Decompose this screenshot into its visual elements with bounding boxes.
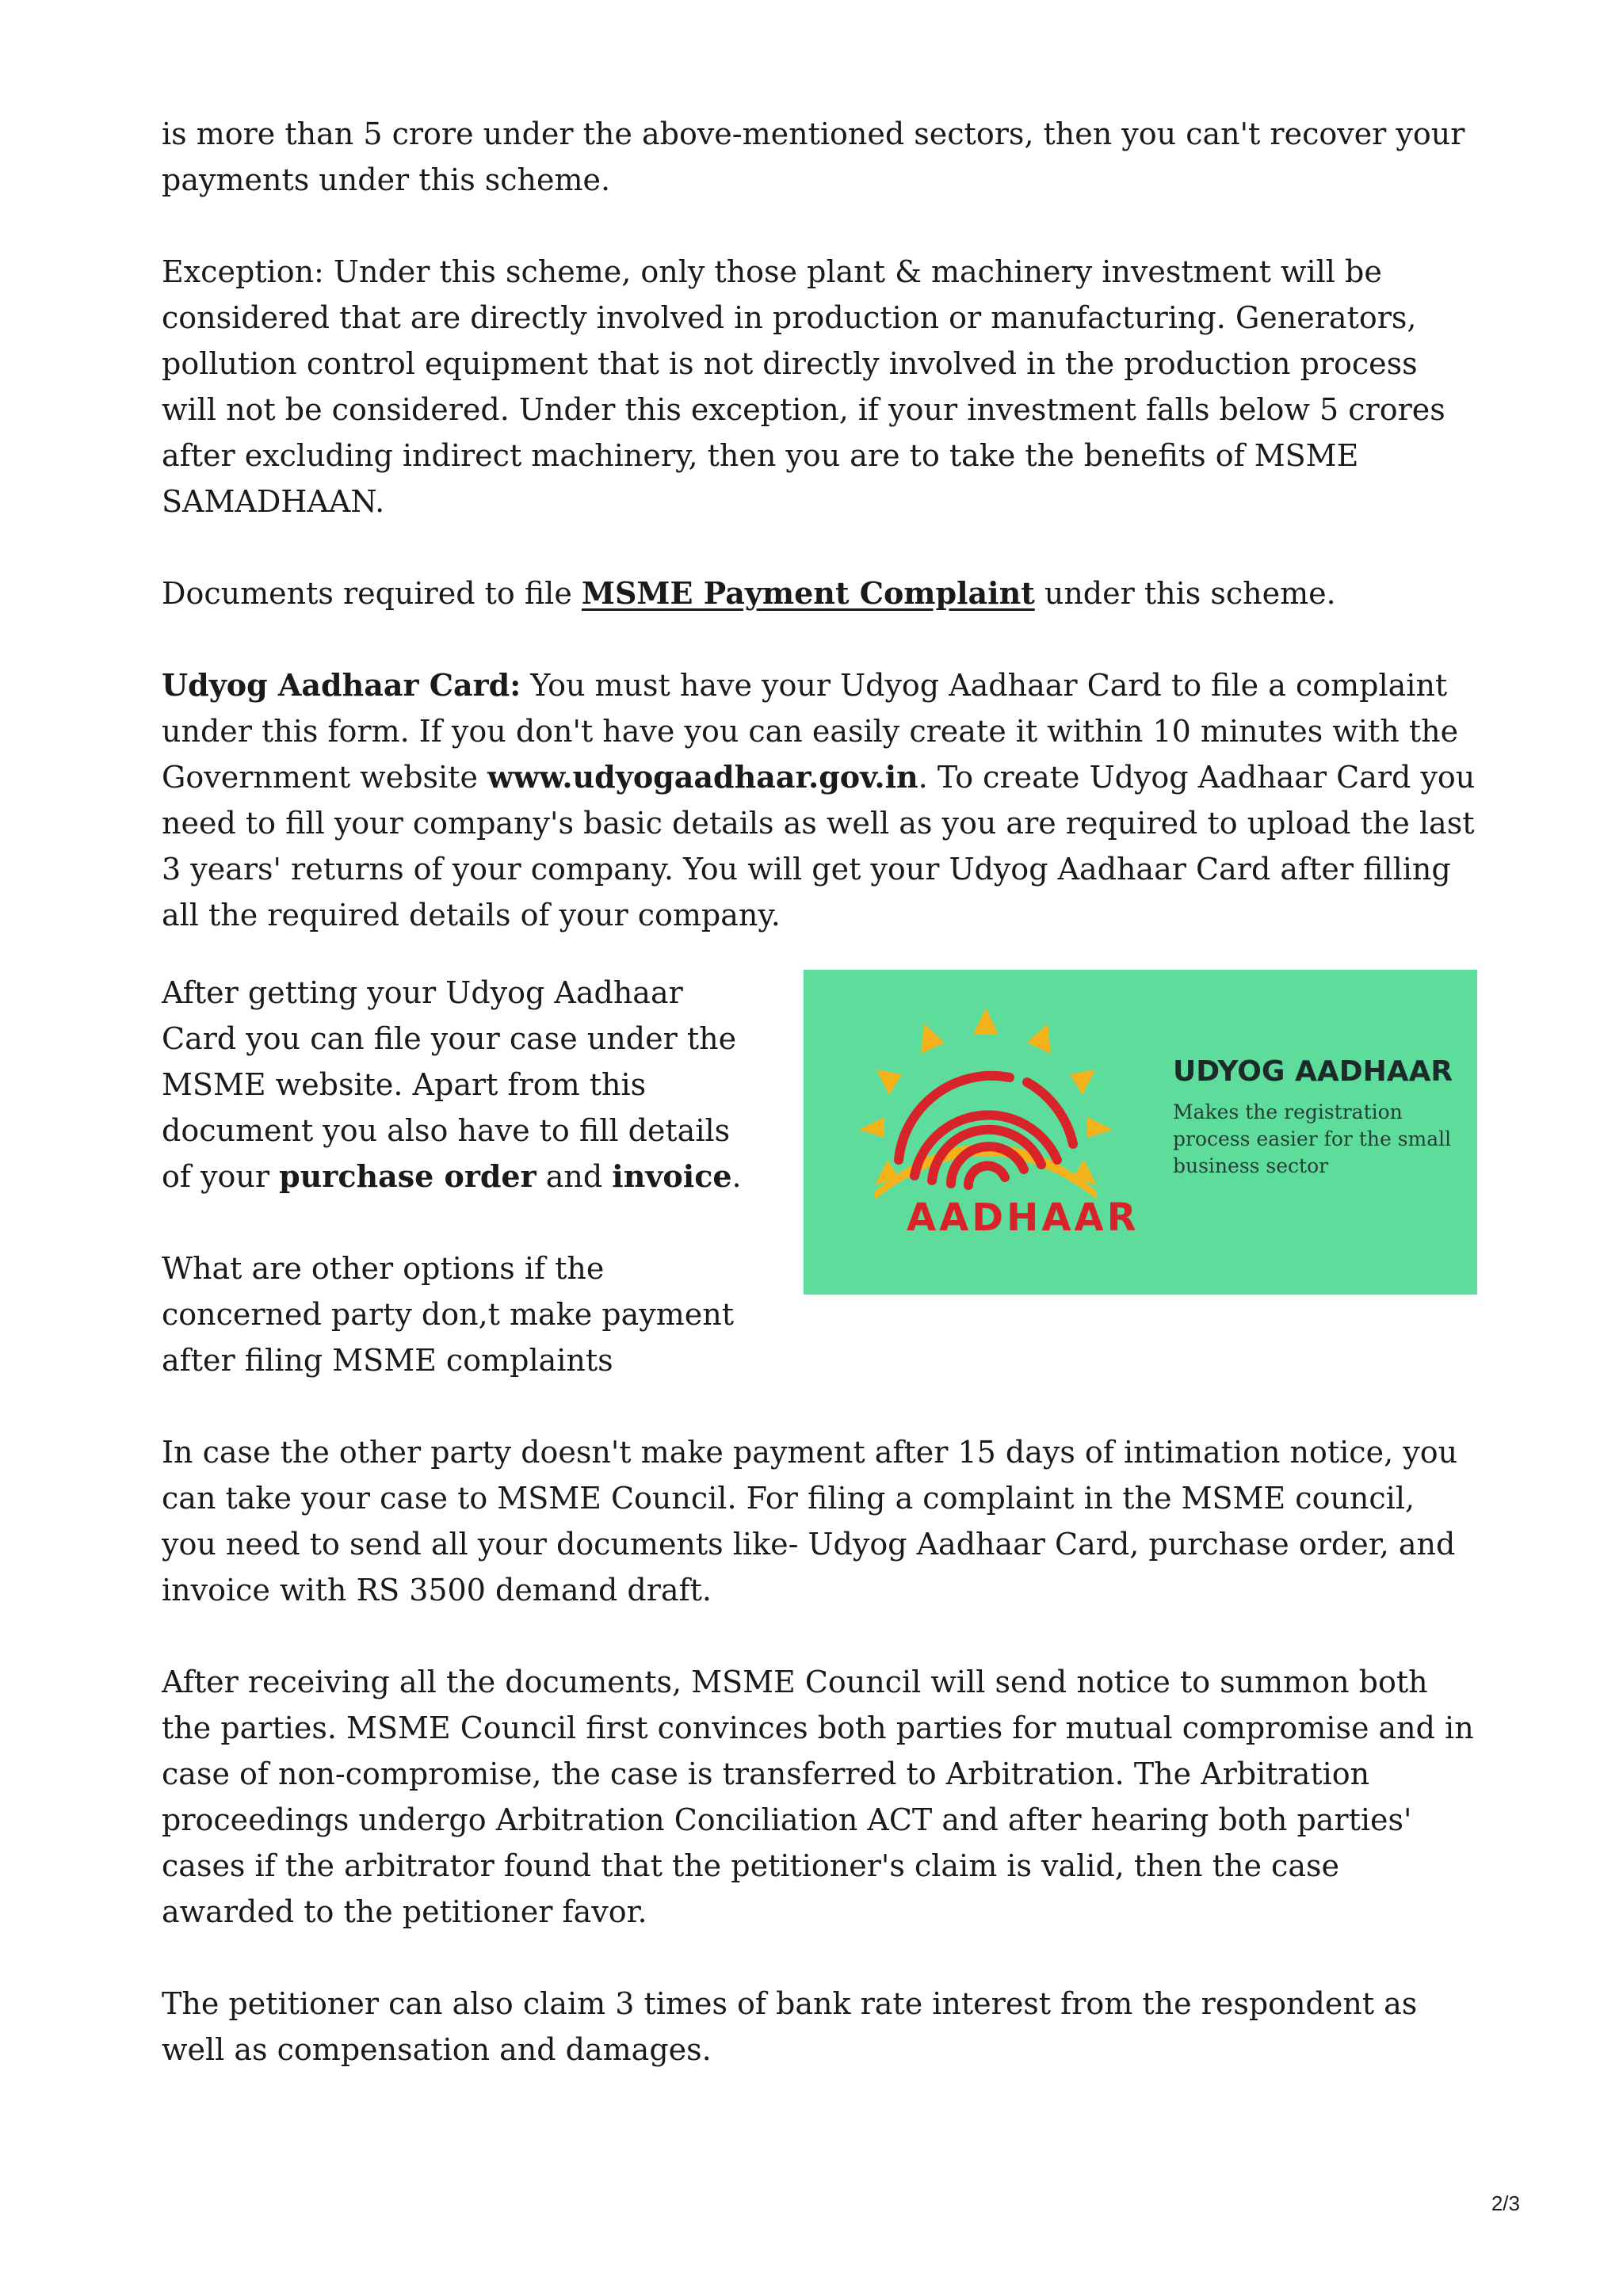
text-column (162, 970, 748, 1383)
after-card-text-2: and (536, 1159, 613, 1194)
text-image-section (162, 970, 1477, 1383)
paragraph-other-options: What are other options if the concerned party don,t make payment after filing MSME complaints (162, 1251, 734, 1378)
paragraph-interest-claim: The petitioner can also claim 3 times of bank rate interest from the respondent as well as compensation and damages. (162, 1986, 1418, 2067)
udyog-aadhaar-heading: Udyog Aadhaar Card: (162, 667, 521, 703)
paragraph-scheme-limit: is more than 5 crore under the above-mentioned sectors, then you can't recover your payments under this scheme. (162, 116, 1465, 197)
purchase-order-bold: purchase order (279, 1158, 537, 1194)
aadhaar-logo-text: AADHAAR (907, 1196, 1140, 1240)
udyog-aadhaar-text-2: . To create Udyog Aadhaar Card you need to fill your company's basic details as well as you are required to upload the last 3 years' returns of your company. You will get your Udyog Aadhaar Card after filling all the required details of your company. (162, 760, 1476, 933)
udyog-aadhaar-text-1: You must have your Udyog Aadhaar Card to file a complaint under this form. If you don't have you can easily create it within 10 minutes with the Government website (162, 668, 1459, 795)
paragraph-arbitration: After receiving all the documents, MSME Council will send notice to summon both the parties. MSME Council first convinces both parties for mutual compromise and in case of non-compromise, the case is transferred to Arbitration. The Arbitration proceedings undergo Arbitration Conciliation ACT and after hearing both parties' cases if the arbitrator found that the petitioner's claim is valid, then the case awarded to the petitioner favor. (162, 1665, 1474, 1929)
paragraph-after-card (162, 970, 748, 1199)
invoice-bold: invoice (612, 1158, 732, 1194)
banner-title: UDYOG AADHAAR (1173, 1055, 1453, 1088)
paragraph-msme-council: In case the other party doesn't make payment after 15 days of intimation notice, you can take your case to MSME Council. For filing a complaint in the MSME council, you need to send all your documents like- Udyog Aadhaar Card, purchase order, and invoice with RS 3500 demand draft. (162, 1435, 1458, 1608)
msme-payment-complaint-link[interactable]: MSME Payment Complaint (581, 575, 1035, 611)
paragraph-documents-required (162, 570, 1477, 616)
after-card-text-1: After getting your Udyog Aadhaar Card you can file your case under the MSME website. Apart from this document you also have to fill details of your (162, 975, 737, 1194)
page-number: 2/3 (1491, 2191, 1520, 2215)
banner-tagline: Makes the registration process easier for the small business sector (1173, 1100, 1452, 1177)
aadhaar-logo (843, 1001, 1140, 1263)
udyog-aadhaar-banner (804, 970, 1477, 1295)
paragraph-udyog-aadhaar (162, 662, 1477, 938)
document-page (162, 111, 1477, 2073)
udyog-aadhaar-website: www.udyogaadhaar.gov.in (487, 759, 918, 795)
documents-text-after: under this scheme. (1034, 576, 1336, 611)
paragraph-exception: Exception: Under this scheme, only those plant & machinery investment will be considered that are directly involved in production or manufacturing. Generators, pollution control equipment that is not directly involved in the production process will not be considered. Under this exception, if your investment falls below 5 crores after excluding indirect machinery, then you are to take the benefits of MSME SAMADHAAN. (162, 254, 1445, 519)
after-card-text-3: . (731, 1159, 742, 1194)
documents-text-before: Documents required to file (162, 576, 582, 611)
